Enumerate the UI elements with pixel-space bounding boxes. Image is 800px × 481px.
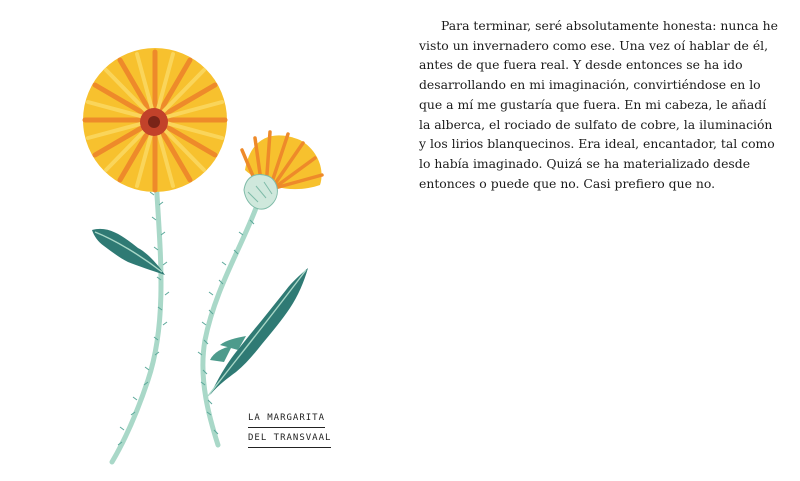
left-flower-head [83,48,227,192]
illustration-caption [248,412,338,452]
body-paragraph: Para terminar, seré absolutamente honesta: nunca he visto un invernadero como ese. Una vez oí hablar de él, antes de que fuera real. Y desde entonces se ha ido desarrollando en mi imaginación, convirtiéndose en lo que a mí me gustaría que fuera. En mi cabeza, le añadí la alberca, el rociado de sulfato de cobre, la iluminación y los lirios blanquecinos. Era ideal, encantador, tal como lo había imaginado. Quizá se ha materializado desde entonces o puede que no. Casi prefiero que no. [419,18,778,191]
right-flower-stem [203,208,256,445]
right-page [400,0,800,481]
caption-line-2: DEL TRANSVAAL [248,432,331,448]
right-flower-head [242,132,322,209]
caption-line-1: LA MARGARITA [248,412,325,428]
left-flower-stem [112,178,161,462]
